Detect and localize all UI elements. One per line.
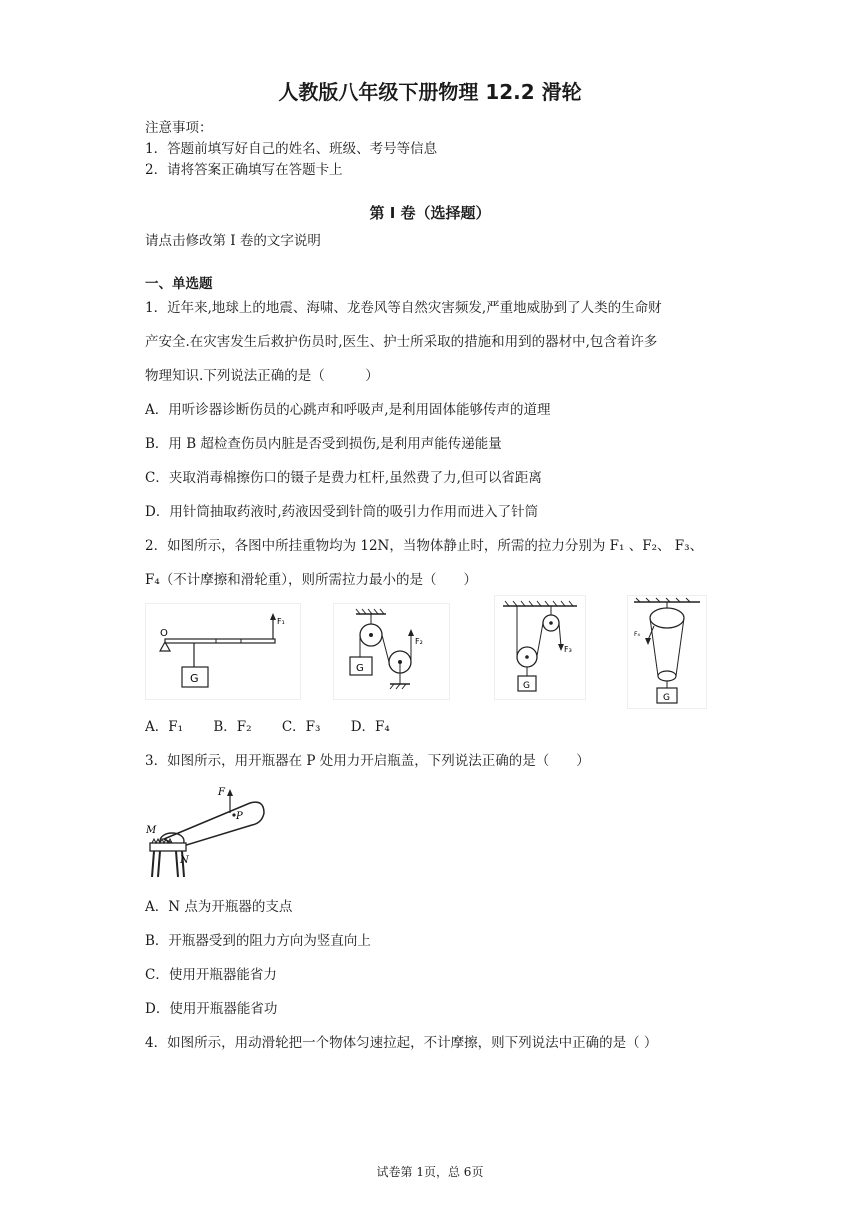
lever-force-label: F₁ — [277, 617, 285, 626]
opener-force-label: F — [218, 787, 225, 798]
q1-option-b[interactable]: B．用 B 超检查伤员内脏是否受到损伤,是利用声能传递能量 — [145, 436, 502, 452]
page-title: 人教版八年级下册物理 12.2 滑轮 — [278, 80, 582, 104]
q1-line-2: 产安全.在灾害发生后救护伤员时,医生、护士所采取的措施和用到的器材中,包含着许多 — [145, 334, 658, 350]
q1-line-3: 物理知识.下列说法正确的是（ ） — [145, 368, 379, 384]
q1-option-c[interactable]: C．夹取消毒棉擦伤口的镊子是费力杠杆,虽然费了力,但可以省距离 — [145, 470, 542, 486]
notes-item-2: 2．请将答案正确填写在答题卡上 — [145, 162, 343, 178]
pulley2-force-label: F₂ — [415, 637, 423, 646]
q3-option-c[interactable]: C．使用开瓶器能省力 — [145, 967, 277, 983]
q2-line-1-forces: F₁ 、F₂、 F₃、 — [609, 538, 704, 554]
q2-figure-pulley-2 — [333, 603, 450, 700]
q2-options — [145, 715, 416, 735]
lever-fulcrum-label: O — [160, 628, 168, 639]
q2-line-1-text: 2．如图所示，各图中所挂重物均为 12N，当物体静止时，所需的拉力分别为 — [145, 538, 606, 554]
section-description[interactable]: 请点击修改第 I 卷的文字说明 — [145, 233, 321, 249]
q2-option-a[interactable]: A．F₁ — [145, 719, 184, 735]
opener-point-n-label: N — [180, 855, 189, 866]
wheel-force-label: F₄ — [634, 631, 640, 638]
part-heading: 一、单选题 — [145, 276, 213, 292]
lever-weight-label: G — [190, 672, 199, 685]
pulley2-weight-label: G — [356, 663, 364, 674]
opener-point-m-label: M — [146, 825, 157, 836]
q2-line-1 — [145, 534, 703, 554]
q2-line-2: F₄（不计摩擦和滑轮重），则所需拉力最小的是（ ） — [145, 572, 478, 588]
q4-line: 4．如图所示，用动滑轮把一个物体匀速拉起，不计摩擦，则下列说法中正确的是（ ） — [145, 1035, 658, 1051]
notes-item-1: 1．答题前填写好自己的姓名、班级、考号等信息 — [145, 141, 438, 157]
q3-option-b[interactable]: B．开瓶器受到的阻力方向为竖直向上 — [145, 933, 371, 949]
q2-figure-lever — [145, 603, 301, 700]
pulley3-force-label: F₃ — [564, 645, 572, 654]
q3-figure-bottle-opener — [142, 781, 270, 881]
q1-line-1: 1．近年来,地球上的地震、海啸、龙卷风等自然灾害频发,严重地威胁到了人类的生命财 — [145, 300, 662, 316]
q3-option-a[interactable]: A．N 点为开瓶器的支点 — [145, 899, 293, 915]
page-footer: 试卷第 1页，总 6页 — [376, 1165, 484, 1179]
q1-option-a[interactable]: A．用听诊器诊断伤员的心跳声和呼吸声,是利用固体能够传声的道理 — [145, 402, 551, 418]
q2-option-c[interactable]: C．F₃ — [281, 719, 321, 735]
q2-figure-pulley-3 — [494, 595, 586, 700]
section-title: 第 I 卷（选择题） — [369, 204, 491, 222]
q1-option-d[interactable]: D．用针筒抽取药液时,药液因受到针筒的吸引力作用而进入了针筒 — [145, 504, 539, 520]
q3-line: 3．如图所示，用开瓶器在 P 处用力开启瓶盖，下列说法正确的是（ ） — [145, 753, 590, 769]
q2-option-b[interactable]: B．F₂ — [213, 719, 252, 735]
q2-figure-wheel-axle — [627, 595, 707, 709]
opener-point-p-label: P — [236, 811, 243, 822]
q3-option-d[interactable]: D．使用开瓶器能省功 — [145, 1001, 278, 1017]
notes-heading: 注意事项： — [145, 120, 213, 136]
wheel-weight-label: G — [663, 693, 670, 703]
pulley3-weight-label: G — [523, 681, 530, 691]
q2-option-d[interactable]: D．F₄ — [350, 719, 390, 735]
